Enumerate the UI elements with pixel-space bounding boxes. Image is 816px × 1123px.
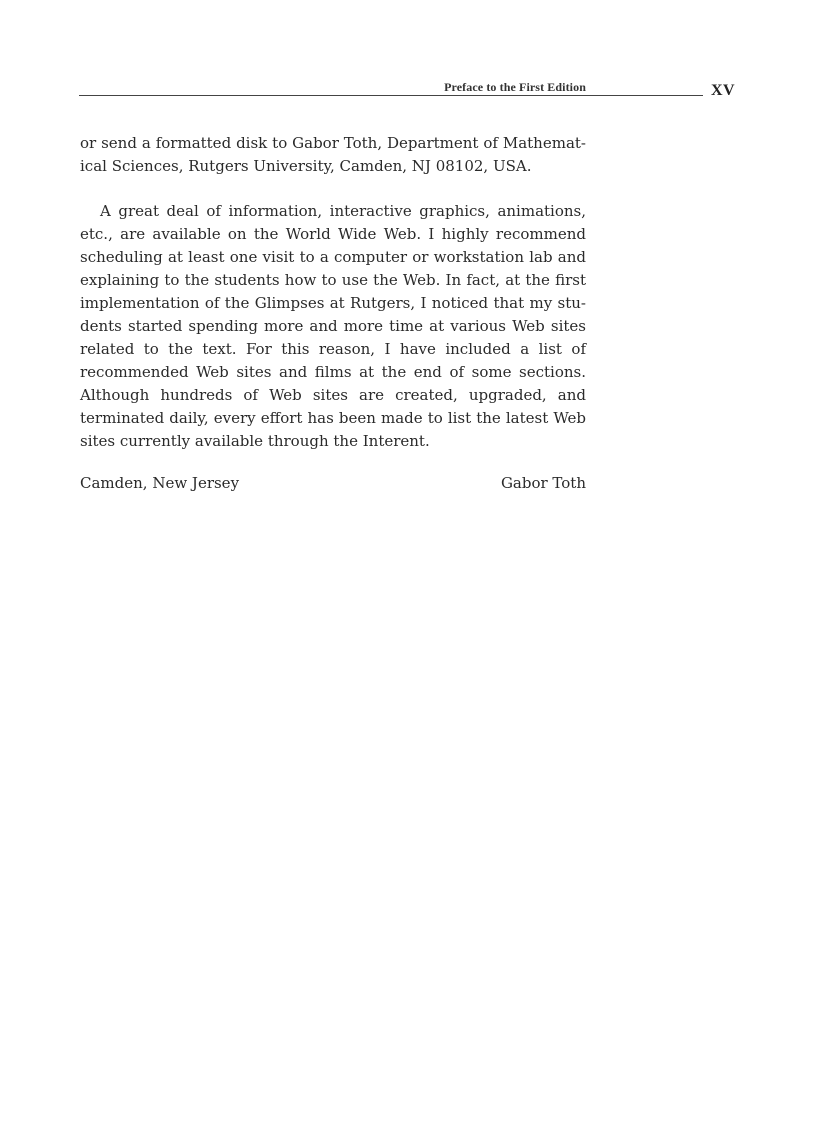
running-head-title: Preface to the First Edition [444,80,586,94]
body-text [80,132,586,453]
page-number: XV [711,82,736,99]
paragraph-continuation: or send a formatted disk to Gabor Toth, Department of Mathematical Sciences, Rutgers University, Camden, NJ 08102, USA. [80,134,586,175]
signature-place: Camden, New Jersey [80,474,240,492]
running-head [79,80,736,99]
header-rule [79,95,703,96]
signature-author: Gabor Toth [500,474,586,492]
paragraph-web-resources: A great deal of information, interactive graphics, animations, etc., are available on the World Wide Web. I highly recommend scheduling at least one visit to a computer or workstation lab and explaining to the students how to use the Web. In fact, at the first implementation of the Glimpses at Rutgers, I noticed that my students started spending more and more time at various Web sites related to the text. For this reason, I have included a list of recommended Web sites and films at the end of some sections. Although hundreds of Web sites are created, upgraded, and terminated daily, every effort has been made to list the latest Web sites currently available through the Interent. [80,202,586,450]
